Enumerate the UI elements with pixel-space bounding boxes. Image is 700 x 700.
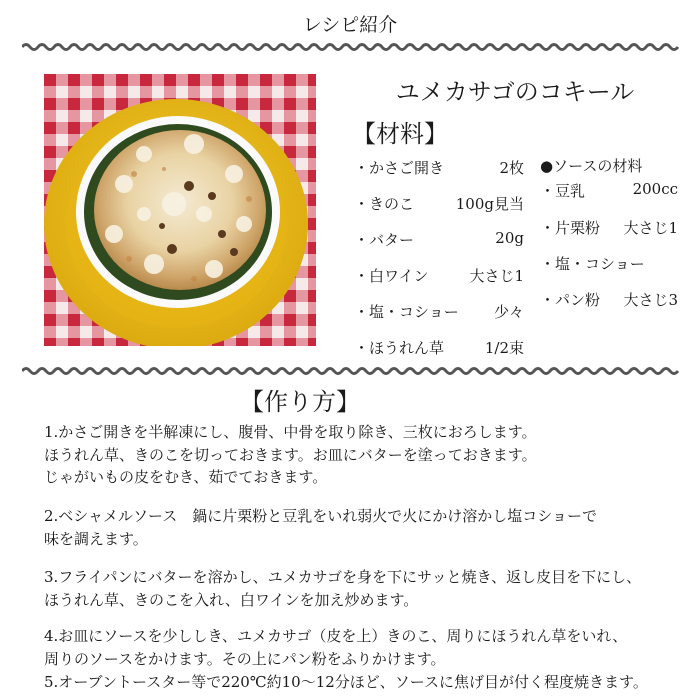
sauce-amount: 大さじ3 — [623, 291, 678, 309]
sauce-name: ・豆乳 — [540, 182, 586, 200]
sauce-amount: 大さじ1 — [623, 219, 678, 237]
ingredient-amount: 2枚 — [499, 159, 524, 177]
ingredient-row — [354, 337, 524, 358]
dish-photo — [44, 74, 316, 346]
ingredient-name: ・かさご開き — [354, 159, 445, 177]
ingredient-row — [354, 265, 524, 286]
method-step-2: 2.ベシャメルソース 鍋に片栗粉と豆乳をいれ弱火で火にかけ溶かし塩コショーで 味を調えます。 — [44, 507, 597, 548]
sauce-row — [540, 217, 678, 238]
sauce-name: ・パン粉 — [540, 291, 601, 309]
ingredient-row — [354, 301, 524, 322]
ingredient-amount: 20g — [495, 229, 524, 247]
ingredient-row — [354, 193, 524, 214]
ingredient-amount: 大さじ1 — [469, 267, 524, 285]
sauce-row — [540, 253, 678, 274]
sauce-row — [540, 289, 678, 310]
ingredient-name: ・ほうれん草 — [354, 339, 445, 357]
ingredient-name: ・きのこ — [354, 195, 415, 213]
sauce-heading: ●ソースの材料 — [540, 157, 643, 175]
sauce-name: ・塩・コショー — [540, 255, 645, 273]
wavy-divider-top — [22, 42, 682, 52]
method-step-4: 4.お皿にソースを少ししき、ユメカサゴ（皮を上）きのこ、周りにほうれん草をいれ、 周りのソースをかけます。その上にパン粉をふりかけます。 — [44, 627, 628, 668]
wavy-divider-middle — [22, 366, 682, 376]
method-step-3: 3.フライパンにバターを溶かし、ユメカサゴを身を下にサッと焼き、返し皮目を下にし、 ほうれん草、きのこを入れ、白ワインを加え炒めます。 — [44, 568, 642, 609]
method-step-5: 5.オーブントースター等で220℃約10～12分ほど、ソースに焦げ目が付く程度焼きます。 — [44, 673, 648, 691]
ingredient-name: ・バター — [354, 231, 415, 249]
sauce-row — [540, 180, 678, 201]
ingredient-name: ・白ワイン — [354, 267, 429, 285]
ingredient-amount: 1/2束 — [484, 339, 524, 357]
sauce-name: ・片栗粉 — [540, 219, 601, 237]
method-heading: 【作り方】 — [240, 388, 360, 416]
ingredients-heading: 【材料】 — [352, 120, 448, 148]
page-header-title: レシピ紹介 — [302, 14, 398, 36]
method-step-1: 1.かさご開きを半解凍にし、腹骨、中骨を取り除き、三枚におろします。 ほうれん草、きのこを切っておきます。お皿にバターを塗っておきます。 じゃがいもの皮をむき、茹でておきます。 — [44, 423, 537, 486]
ingredient-amount: 少々 — [493, 303, 524, 321]
ingredient-row — [354, 157, 524, 178]
ingredient-name: ・塩・コショー — [354, 303, 459, 321]
ingredient-amount: 100g見当 — [455, 195, 524, 213]
recipe-title: ユメカサゴのコキール — [395, 78, 635, 106]
ingredient-row — [354, 229, 524, 250]
sauce-amount: 200cc — [632, 180, 678, 198]
